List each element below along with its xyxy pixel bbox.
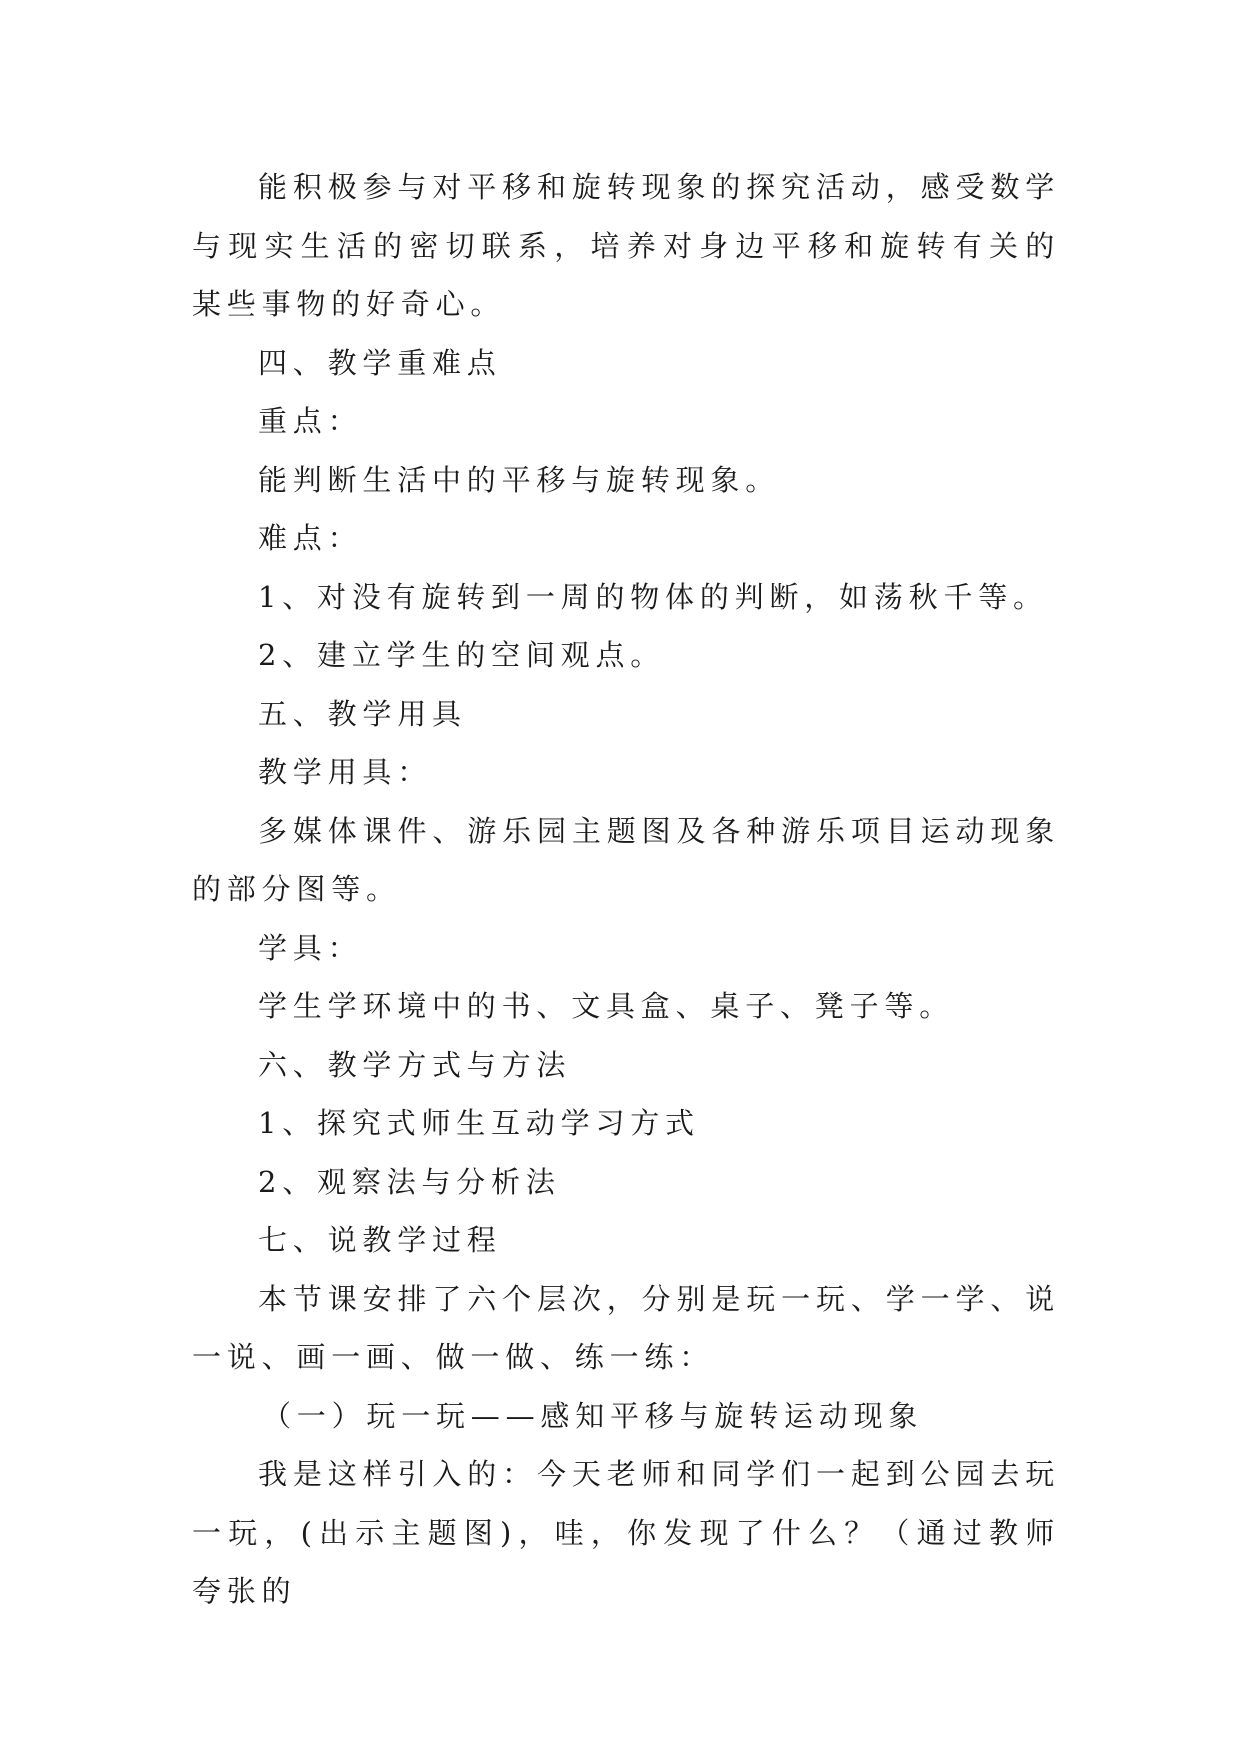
paragraph-key-point: 能判断生活中的平移与旋转现象。 [258,462,781,497]
list-item-difficulty-2: 2、建立学生的空间观点。 [258,638,666,672]
heading-teaching-methods: 六、教学方式与方法 [258,1047,572,1082]
heading-teaching-process: 七、说教学过程 [258,1223,502,1257]
list-item-method-2: 2、观察法与分析法 [258,1164,561,1199]
list-item-method-1: 1、探究式师生互动学习方式 [258,1106,700,1140]
paragraph-goal: 能积极参与对平移和旋转现象的探究活动，感受数学与现实生活的密切联系，培养对身边平移和旋转有关的某些事物的好奇心。 [192,170,1060,321]
heading-key-difficult-points: 四、教学重难点 [258,345,502,380]
label-difficult-points: 难点： [258,521,363,555]
document-body [192,158,1060,1621]
paragraph-student-tools: 学生学环境中的书、文具盒、桌子、凳子等。 [258,989,955,1023]
paragraph-teaching-tools: 多媒体课件、游乐园主题图及各种游乐项目运动现象的部分图等。 [192,813,1060,906]
paragraph-introduction: 我是这样引入的：今天老师和同学们一起到公园去玩一玩，(出示主题图)，哇，你发现了什么？（通过教师夸张的 [192,1457,1060,1608]
label-student-tools: 学具： [258,930,363,965]
list-item-difficulty-1: 1、对没有旋转到一周的物体的判断，如荡秋千等。 [258,579,1048,614]
heading-teaching-tools: 五、教学用具 [258,696,467,731]
subheading-play: （一）玩一玩——感知平移与旋转运动现象 [262,1398,924,1433]
paragraph-process-overview: 本节课安排了六个层次，分别是玩一玩、学一学、说一说、画一画、做一做、练一练： [192,1281,1060,1374]
label-teaching-tools: 教学用具： [258,755,433,789]
label-key-points: 重点： [258,404,363,438]
